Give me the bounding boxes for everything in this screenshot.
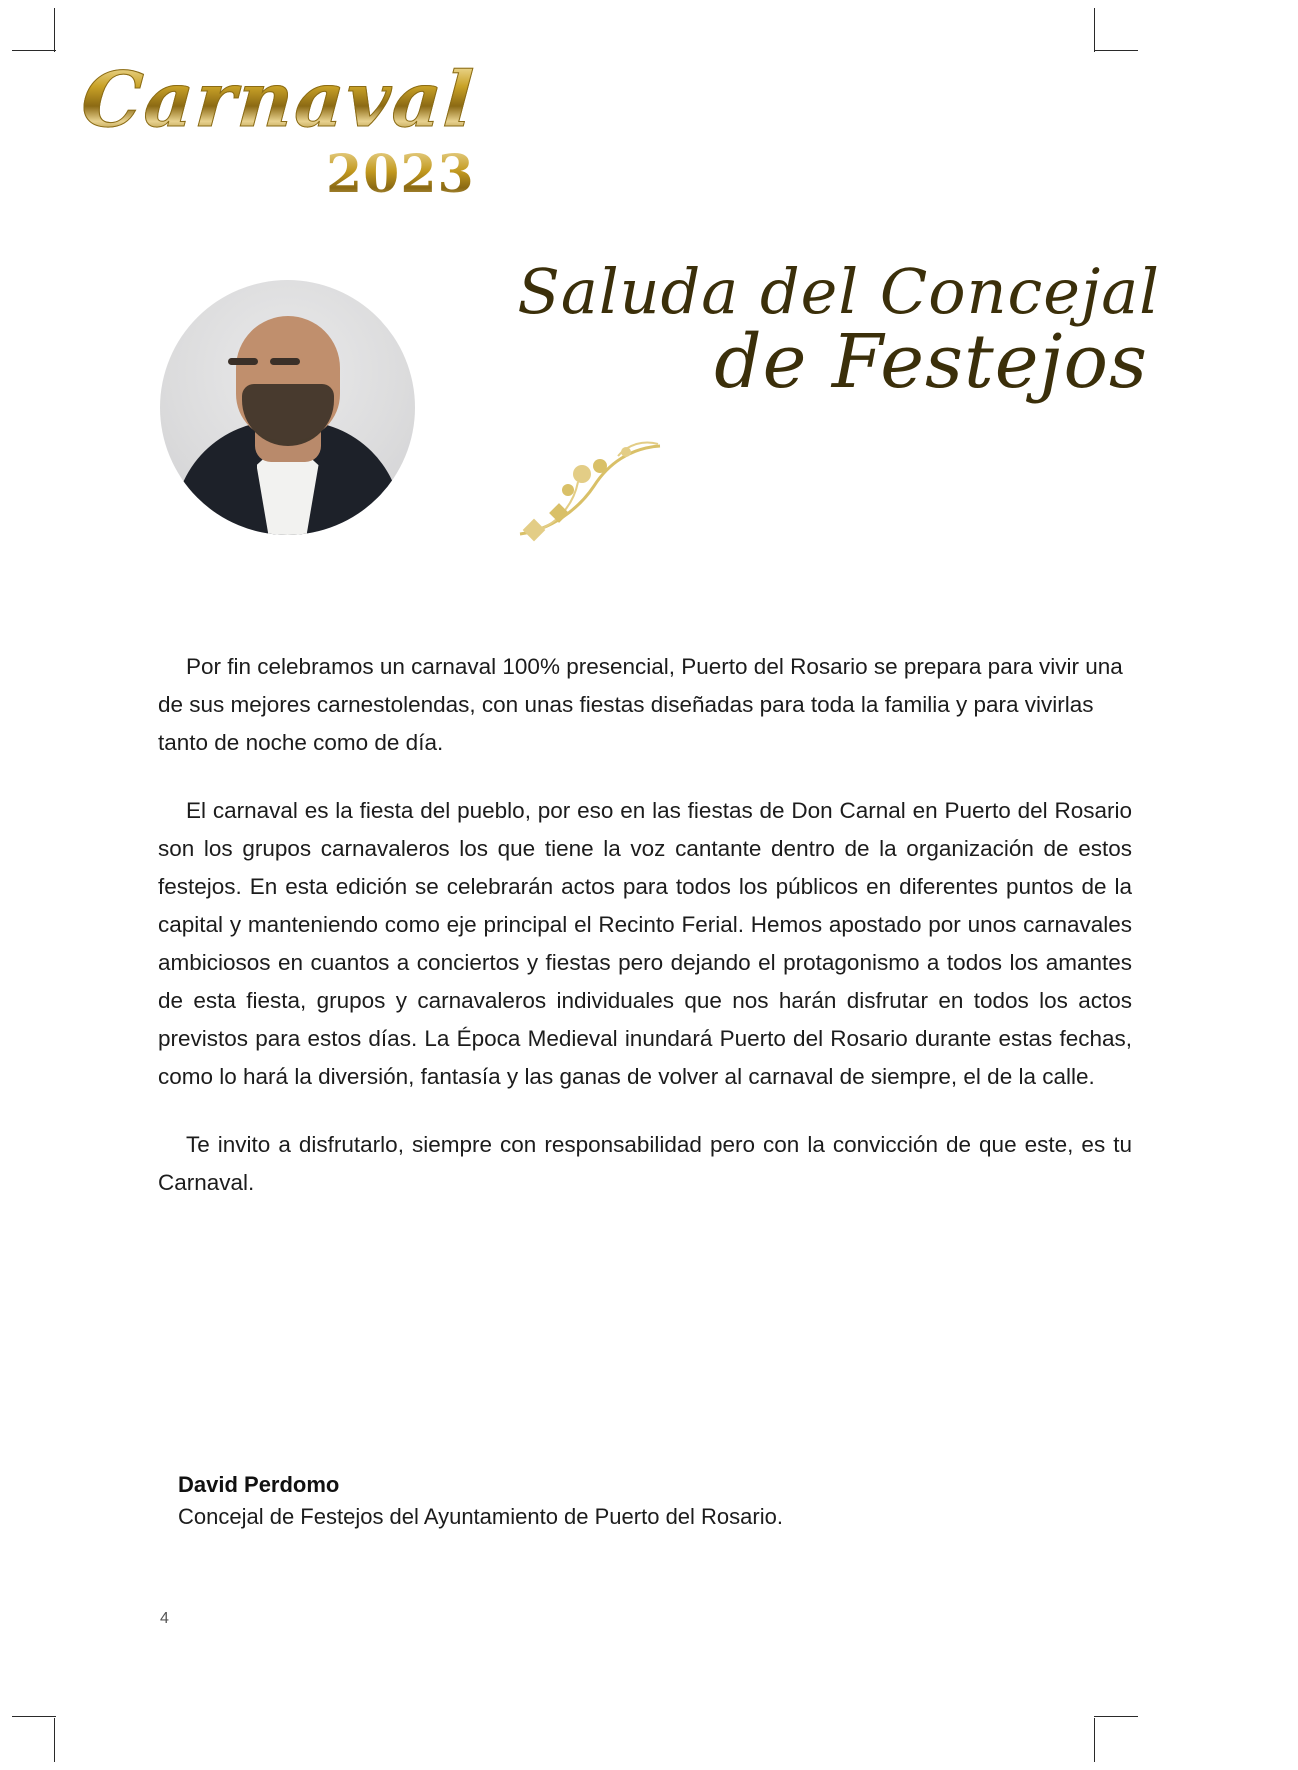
crop-mark-top-left-horizontal	[12, 50, 56, 51]
paragraph-3: Te invito a disfrutarlo, siempre con responsabilidad pero con la convicción de que este, es tu Carnaval.	[158, 1132, 1132, 1195]
signature-block	[178, 1472, 1078, 1530]
letter-body	[158, 648, 1132, 1232]
signature-role: Concejal de Festejos del Ayuntamiento de Puerto del Rosario.	[178, 1504, 783, 1529]
page-title-line-1: Saluda del Concejal	[517, 255, 1160, 328]
floral-ornament-icon	[508, 430, 698, 550]
paragraph-1: Por fin celebramos un carnaval 100% presencial, Puerto del Rosario se prepara para vivir una de sus mejores carnestolendas, con unas fiestas diseñadas para toda la familia y para vivirlas tanto de noche como de día.	[158, 654, 1123, 755]
crop-mark-bottom-left-vertical	[54, 1718, 55, 1762]
page-header	[160, 255, 1160, 570]
logo-wordmark: Carnaval	[78, 55, 478, 144]
crop-mark-bottom-right-horizontal	[1094, 1716, 1138, 1717]
signature-name: David Perdomo	[178, 1472, 340, 1497]
logo-year: 2023	[326, 144, 475, 205]
avatar-eyebrow-right	[270, 358, 300, 365]
crop-mark-top-right-horizontal	[1094, 50, 1138, 51]
avatar-eyebrow-left	[228, 358, 258, 365]
page-number: 4	[160, 1610, 169, 1627]
crop-mark-bottom-left-horizontal	[12, 1716, 56, 1717]
page-title	[460, 255, 1160, 406]
page-title-line-2: de Festejos	[714, 319, 1148, 406]
crop-mark-top-left-vertical	[54, 8, 55, 52]
crop-mark-top-right-vertical	[1094, 8, 1095, 52]
avatar	[160, 280, 415, 535]
paragraph-2: El carnaval es la fiesta del pueblo, por eso en las fiestas de Don Carnal en Puerto del Rosario son los grupos carnavaleros los que tiene la voz cantante dentro de la organización de estos festejos. En esta edición se celebrarán actos para todos los públicos en diferentes puntos de la capital y manteniendo como eje principal el Recinto Ferial. Hemos apostado por unos carnavales ambiciosos en cuantos a conciertos y fiestas pero dejando el protagonismo a todos los amantes de esta fiesta, grupos y carnavaleros individuales que nos harán disfrutar en todos los actos previstos para estos días. La Época Medieval inundará Puerto del Rosario durante estas fechas, como lo hará la diversión, fantasía y las ganas de volver al carnaval de siempre, el de la calle.	[158, 798, 1132, 1089]
crop-mark-bottom-right-vertical	[1094, 1718, 1095, 1762]
carnaval-logo	[78, 55, 502, 205]
